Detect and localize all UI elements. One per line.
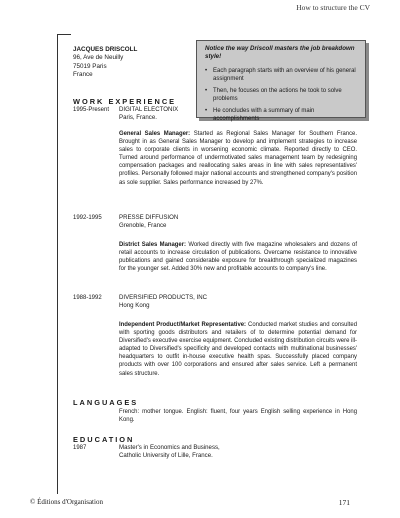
callout-item-text: Each paragraph starts with an overview of his general assignment xyxy=(213,68,356,82)
frame-left-rule xyxy=(57,34,58,494)
callout-item xyxy=(205,87,359,103)
callout-item xyxy=(205,107,359,123)
education-year: 1987 xyxy=(73,445,87,451)
job-description xyxy=(119,241,357,273)
section-heading-languages: LANGUAGES xyxy=(73,398,139,407)
job-dates: 1992-1995 xyxy=(73,215,102,221)
page-number: 171 xyxy=(338,498,350,507)
section-heading-experience: WORK EXPERIENCE xyxy=(73,97,177,106)
bullet-icon: • xyxy=(205,68,208,74)
job-text: Worked directly with five magazine wholesalers and dozens of retail accounts to increase circulation of publications. Overcame resistance to innovative publications and gained considerable exposure for breakthrough specialized magazines for the younger set. Added 30% new and profitable accounts to company's line. xyxy=(119,242,357,273)
languages-text: French: mother tongue. English: fluent, four years English selling experience in Hong Kong. xyxy=(119,409,357,424)
company-name: PRESSE DIFFUSION xyxy=(119,214,179,221)
annotation-callout xyxy=(196,40,366,122)
job-text: Conducted market studies and consulted with sporting goods distributors and retailers of to determine potential demand for Diversified's executive exercise equipment. Concluded existing distribution circuits were ill-adapted to Diversified's specificity and developed contacts with multinational businesses' headquarters to outfit in-house executive health spas. Successfully placed company products with over 100 corporations and ensured after sales service. Left a permanent sales structure. xyxy=(119,322,357,377)
job-description xyxy=(119,130,357,187)
company-name: DIVERSIFIED PRODUCTS, INC xyxy=(119,294,208,301)
address-line-1: 96, Ave de Neuilly xyxy=(73,54,124,62)
job-role: District Sales Manager: xyxy=(119,242,187,248)
job-dates: 1988-1992 xyxy=(73,295,102,301)
job-role: General Sales Manager: xyxy=(119,131,191,137)
education-degree: Master's in Economics and Business, xyxy=(119,444,220,451)
address-country: France xyxy=(73,71,93,79)
company-location: Hong Kong xyxy=(119,302,150,310)
candidate-block xyxy=(73,46,137,80)
company-name: DIGITAL ELECTONIX xyxy=(119,106,179,113)
section-heading-education: EDUCATION xyxy=(73,435,135,444)
frame-top-rule xyxy=(57,34,71,35)
education-school: Catholic University of Lille, France. xyxy=(119,452,213,460)
running-head: How to structure the CV xyxy=(296,3,370,12)
education-details xyxy=(119,444,220,460)
candidate-name: JACQUES DRISCOLL xyxy=(73,46,138,53)
callout-title: Notice the way Driscoll masters the job breakdown style! xyxy=(205,45,355,60)
job-company xyxy=(119,294,207,310)
job-dates: 1995-Present xyxy=(73,107,110,113)
callout-list xyxy=(197,67,365,123)
job-description xyxy=(119,321,357,378)
job-company xyxy=(119,106,178,122)
footer-publisher: © Éditions d'Organisation xyxy=(30,498,103,506)
job-text: Started as Regional Sales Manager for Southern France. Brought in as General Sales Manager to develop and implement strategies to increase sales to corporate clients in worsening economic climate. Reported directly to CEO. Turned around performance of undermotivated sales management team by redesigning compensation packages and reallocating sales areas in line with sales representatives' profiles. Personally followed major national accounts and strengthened company's position as sole supplier. Sales performance increased by 27%. xyxy=(119,131,357,186)
bullet-icon: • xyxy=(205,108,208,114)
bullet-icon: • xyxy=(205,88,208,94)
callout-item-text: He concludes with a summary of main accomplishments xyxy=(213,108,315,122)
callout-item xyxy=(205,67,359,83)
address-line-2: 75019 Paris xyxy=(73,62,107,70)
job-role: Independent Product/Market Representative: xyxy=(119,322,247,328)
callout-item-text: Then, he focuses on the actions he took to solve problems xyxy=(213,88,342,102)
company-location: Paris, France. xyxy=(119,114,157,122)
job-company xyxy=(119,214,178,230)
company-location: Grenoble, France xyxy=(119,222,167,230)
